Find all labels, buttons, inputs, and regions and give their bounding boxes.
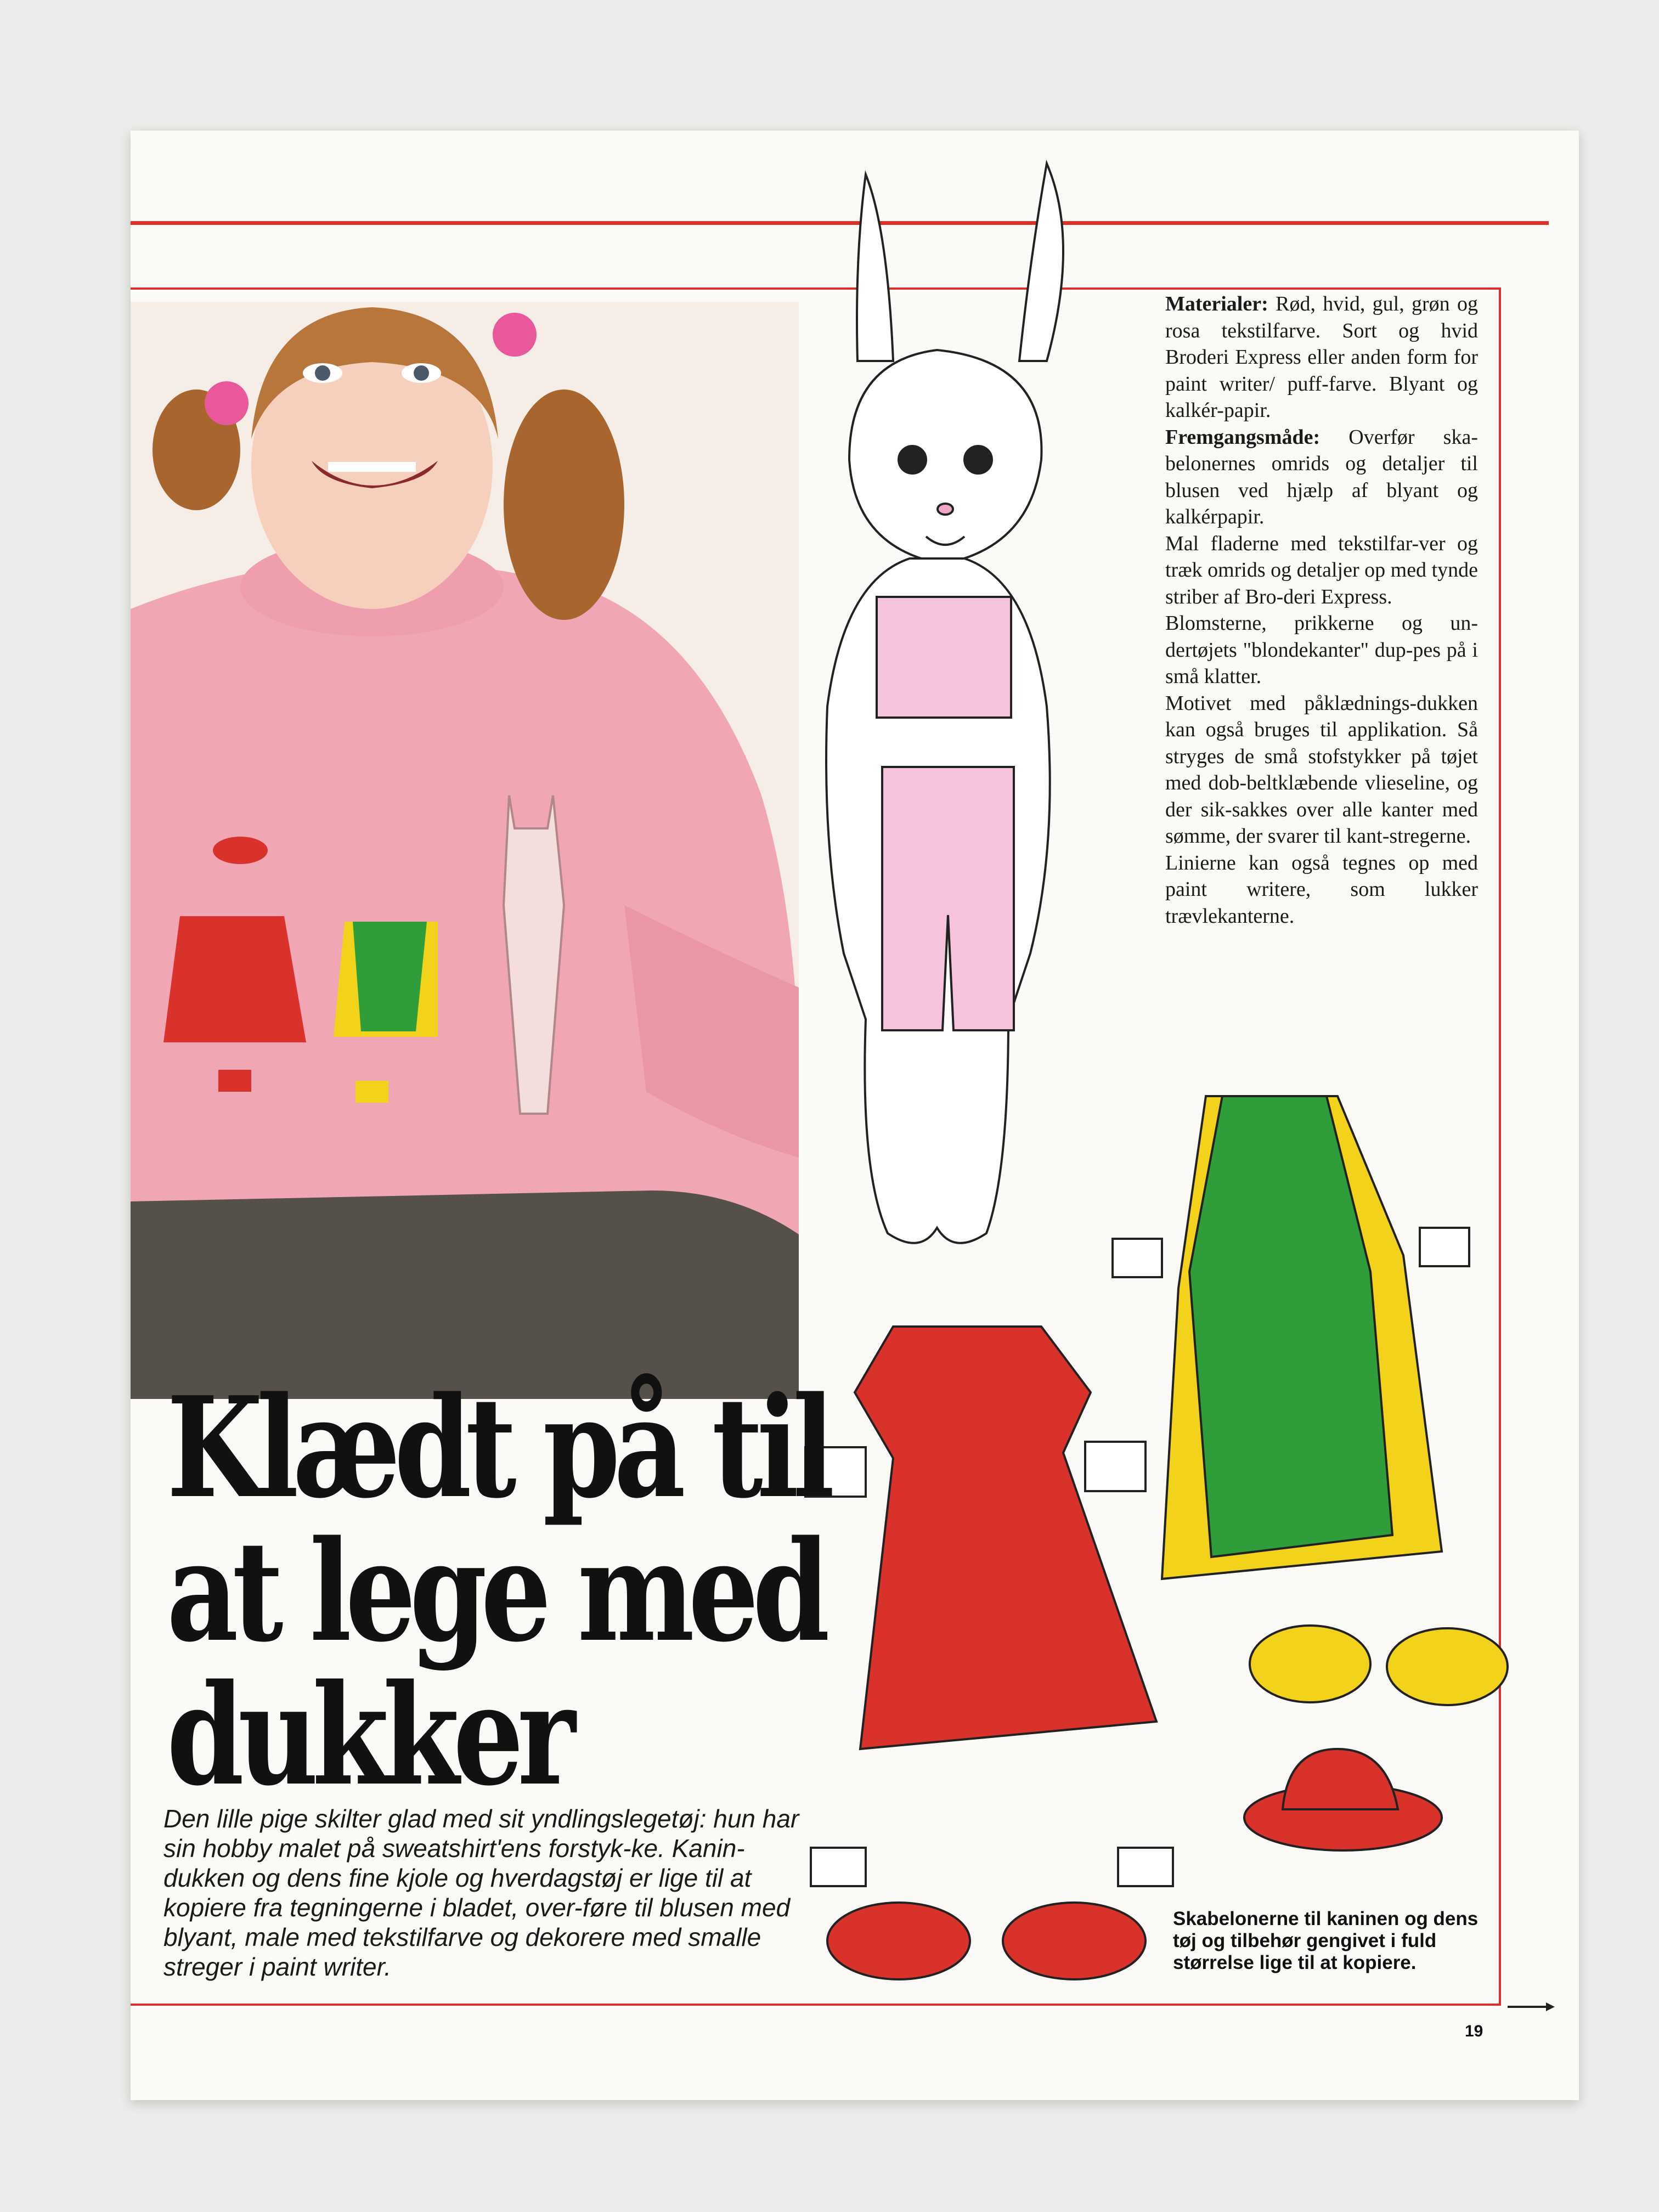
title-line-1: Klædt på til (167, 1367, 829, 1529)
materials-paragraph (1165, 291, 1478, 424)
apron-dress-template (1113, 1096, 1469, 1579)
instructions-column (1165, 291, 1478, 929)
instructions-paragraph-4: Motivet med påklædnings-dukken kan også bruges til applikation. Så stryges de små stofstykker på tøjet med dob-beltklæbende vlieseline, og der sik-sakkes over alle kanter med sømme, der svarer til kant-stregerne. (1165, 691, 1478, 848)
intro-text: Den lille pige skilter glad med sit yndlingslegetøj: hun har sin hobby malet på sweatshirt'ens forstyk-ke. Kanin-dukken og dens fine kjole og hverdagstøj er lige til at kopiere fra tegningerne i bladet, over-føre til blusen med blyant, male med tekstilfarve og dekorere med smalle streger i paint writer. (163, 1804, 799, 1981)
rabbit-template (826, 163, 1063, 1243)
instructions-paragraph-2: Mal fladerne med tekstilfar-ver og træk omrids og detaljer op med tynde striber af Bro-deri Express. (1165, 532, 1478, 608)
procedure-label: Fremgangsmåde: (1165, 425, 1321, 449)
materials-label: Materialer: (1165, 292, 1268, 315)
page-number: 19 (1465, 2022, 1483, 2040)
magazine-page (131, 131, 1579, 2100)
procedure-paragraph (1165, 424, 1478, 531)
instructions-paragraph-3: Blomsterne, prikkerne og un-dertøjets "blondekanter" dup-pes på i små klatter. (1165, 612, 1478, 688)
title-line-3: dukker (167, 1654, 570, 1816)
red-hat-template (1244, 1749, 1442, 1850)
template-caption: Skabelonerne til kaninen og dens tøj og tilbehør gengivet i fuld størrelse lige til at kopiere. (1173, 1908, 1479, 1973)
red-shoes-template (811, 1848, 1173, 1979)
instructions-paragraph-5: Linierne kan også tegnes op med paint writere, som lukker trævlekanterne. (1165, 851, 1478, 928)
materials-text: Rød, hvid, gul, grøn og rosa tekstilfarve. Sort og hvid Broderi Express eller anden form for paint writer/ puff-farve. Blyant og kalkér-papir. (1165, 292, 1478, 422)
procedure-text: Overfør ska-belonernes omrids og detaljer til blusen ved hjælp af blyant og kalkérpapir. (1165, 425, 1478, 528)
red-dress-template (805, 1327, 1156, 1749)
title-line-2: at lege med (167, 1510, 824, 1673)
page-title (167, 1367, 829, 1816)
yellow-shoes-template (1250, 1626, 1508, 1705)
arrow-right-icon (1508, 2002, 1555, 2011)
